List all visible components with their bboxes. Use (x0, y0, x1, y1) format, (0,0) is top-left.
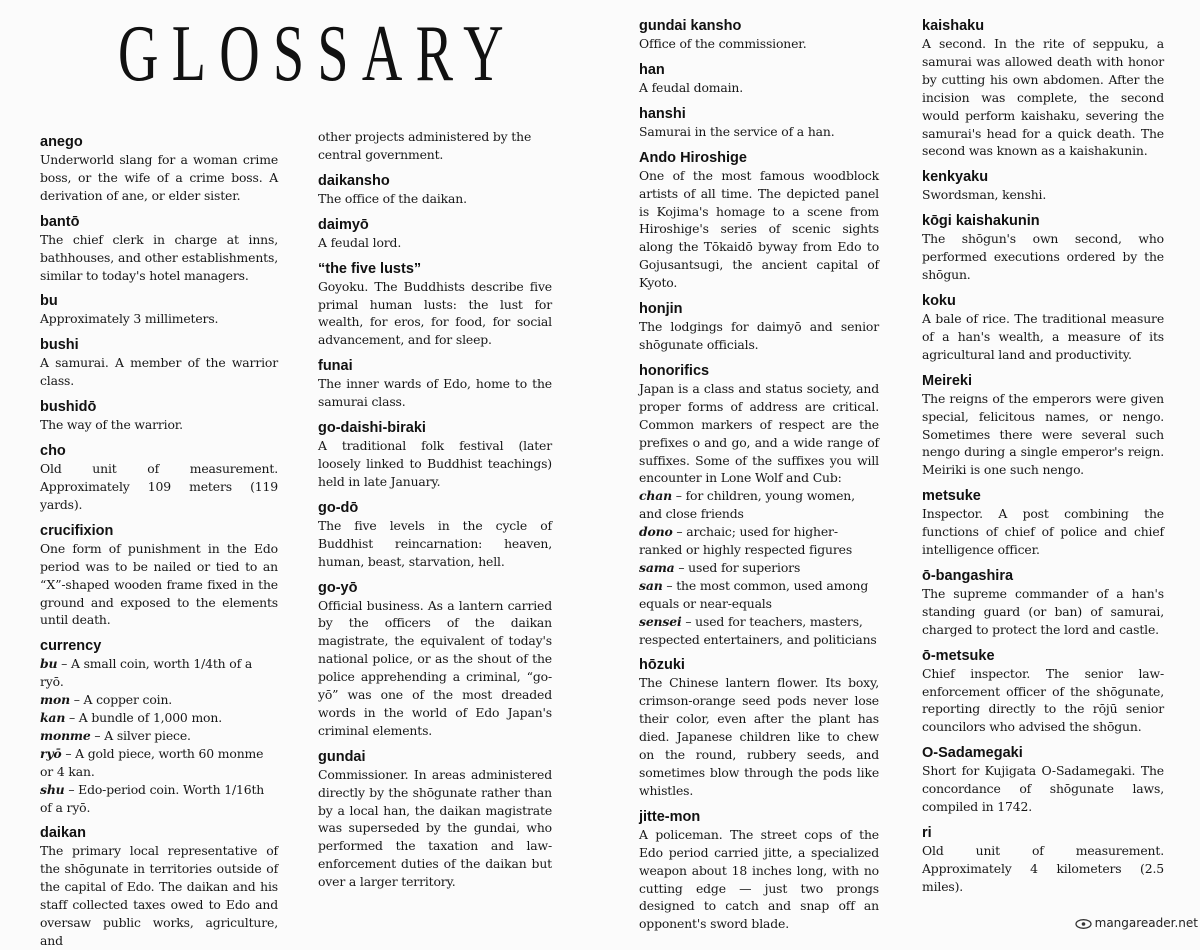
glossary-column-1 (40, 133, 278, 950)
glossary-term: currency (40, 638, 102, 655)
glossary-subentry (40, 691, 278, 709)
glossary-entry (40, 398, 278, 434)
glossary-entry (40, 824, 278, 949)
subentry-term: shu (40, 781, 65, 797)
glossary-term: bushi (40, 337, 79, 354)
glossary-entry (40, 637, 278, 816)
glossary-definition: A feudal lord. (318, 234, 402, 250)
watermark (1075, 916, 1198, 930)
glossary-entry (318, 579, 552, 740)
subentry-term: chan (639, 488, 672, 504)
glossary-definition: The office of the daikan. (318, 190, 467, 206)
glossary-column-4 (922, 17, 1164, 896)
glossary-term: ri (922, 825, 932, 841)
glossary-term: ō-metsuke (922, 647, 995, 664)
subentry-text: – archaic; used for higher-ranked or highly respected figures (639, 524, 853, 558)
glossary-entry (922, 824, 1164, 896)
glossary-definition: Samurai in the service of a han. (639, 123, 835, 139)
glossary-term: metsuke (922, 488, 981, 505)
page-title: GLOSSARY (118, 10, 517, 98)
glossary-definition: Office of the commissioner. (639, 36, 807, 51)
glossary-subentry (639, 487, 879, 523)
glossary-entry (318, 499, 552, 571)
glossary-entry (639, 300, 879, 354)
glossary-term: funai (318, 358, 353, 375)
glossary-entry (639, 149, 879, 292)
subentry-term: kan (40, 710, 66, 726)
glossary-term: “the five lusts” (318, 260, 422, 277)
glossary-term: gundai (318, 748, 366, 765)
glossary-term: anego (40, 134, 83, 150)
glossary-entry (40, 292, 278, 328)
subentry-term: sama (639, 559, 675, 575)
glossary-subentry (40, 727, 278, 745)
glossary-definition: One form of punishment in the Edo period was to be nailed or tied to an “X”-shaped wooden frame fixed in the ground and exposed to the elements until death. (40, 540, 278, 628)
glossary-term: koku (922, 292, 956, 309)
glossary-entry (922, 567, 1164, 639)
glossary-entry (318, 357, 552, 411)
subentry-text: – the most common, used among equals or near-equals (639, 577, 869, 611)
glossary-definition: A samurai. A member of the warrior class. (40, 355, 278, 389)
glossary-term: honjin (639, 301, 683, 318)
glossary-term: kōgi kaishakunin (922, 213, 1040, 230)
glossary-term: Meireki (922, 372, 972, 389)
glossary-definition: Old unit of measurement. Approximately 109 meters (119 yards). (40, 461, 278, 512)
scanlator-logo-icon (1075, 918, 1092, 929)
glossary-definition: Commissioner. In areas administered directly by the shōgunate rather than by a local han, the daikan magistrate was superseded by the gundai, who performed the taxation and law-enforcement duties of the daikan but over a larger territory. (318, 766, 552, 890)
glossary-entry (639, 17, 879, 53)
subentry-text: – Edo-period coin. Worth 1/16th of a ryō. (40, 781, 265, 815)
glossary-term: gundai kansho (639, 18, 742, 34)
glossary-definition: The reigns of the emperors were given special, felicitous names, or nengo. Sometimes there were several such nengo during a single emperor's reign. Meiriki is one such nengo. (922, 390, 1164, 478)
glossary-entry (318, 216, 552, 252)
subentry-term: mon (40, 692, 70, 708)
subentry-term: monme (40, 727, 91, 743)
glossary-term: cho (40, 443, 66, 460)
subentry-term: san (639, 577, 663, 593)
glossary-entry (639, 61, 879, 97)
glossary-definition: A policeman. The street cops of the Edo period carried jitte, a specialized weapon about 18 inches long, with no cutting edge — just two prongs designed to catch and snap off an opponent's sword blade. (639, 826, 879, 932)
glossary-term: daikan (40, 825, 86, 842)
glossary-term: Ando Hiroshige (639, 149, 747, 166)
glossary-entry (318, 260, 552, 350)
glossary-definition: Chief inspector. The senior law-enforcement officer of the shōgunate, reporting directly to the rōjū senior councilors who advised the shōgun. (922, 665, 1164, 735)
continued-definition: other projects administered by the central government. (318, 129, 532, 162)
glossary-definition: Old unit of measurement. Approximately 4 kilometers (2.5 miles). (922, 843, 1164, 894)
glossary-entry (922, 744, 1164, 816)
subentry-text: – used for superiors (674, 559, 801, 575)
glossary-term: ō-bangashira (922, 567, 1014, 584)
glossary-term: bantō (40, 213, 80, 230)
glossary-definition: Official business. As a lantern carried by the officers of the daikan magistrate, the equivalent of today's national police, or as the shout of the police apprehending a criminal, “go-yō” was one of the most dreaded words in the world of Edo Japan's criminal elements. (318, 597, 552, 738)
glossary-term: O-Sadamegaki (922, 745, 1023, 762)
glossary-term: daimyō (318, 216, 369, 233)
glossary-column-3 (639, 17, 879, 933)
subentry-term: ryō (40, 745, 62, 761)
glossary-term: hōzuki (639, 657, 685, 674)
glossary-subentry (639, 559, 879, 577)
glossary-column-2 (318, 128, 552, 891)
subentry-text: – A small coin, worth 1/4th of a ryō. (40, 656, 253, 690)
subentry-term: dono (639, 524, 673, 540)
glossary-entry (639, 105, 879, 141)
glossary-subentry (639, 613, 879, 649)
glossary-definition: The five levels in the cycle of Buddhist reincarnation: heaven, human, beast, starvation, hell. (318, 517, 552, 569)
glossary-entry (40, 213, 278, 285)
glossary-term: crucifixion (40, 522, 114, 539)
glossary-subentry (40, 655, 278, 691)
glossary-entry (639, 808, 879, 933)
subentry-text: – for children, young women, and close friends (639, 488, 855, 522)
glossary-definition: Goyoku. The Buddhists describe five primal human lusts: the lust for wealth, for eros, for food, for social advancement, and for sleep. (318, 278, 552, 348)
glossary-definition: The Chinese lantern flower. Its boxy, crimson-orange seed pods never lose their color, even after the plant has died. Japanese children like to chew on the round, rubbery seeds, and sometimes blow through the pods like whistles. (639, 675, 879, 798)
glossary-entry (922, 168, 1164, 204)
glossary-term: bushidō (40, 399, 97, 416)
glossary-entry (922, 647, 1164, 737)
glossary-entry (40, 522, 278, 630)
glossary-term: honorifics (639, 362, 710, 379)
glossary-entry (922, 212, 1164, 284)
glossary-definition: Swordsman, kenshi. (922, 187, 1047, 203)
glossary-definition: The lodgings for daimyō and senior shōgunate officials. (639, 319, 879, 352)
glossary-definition: The way of the warrior. (40, 417, 183, 433)
glossary-definition: A bale of rice. The traditional measure of a han's wealth, a measure of its agricultural land and productivity. (922, 310, 1164, 362)
glossary-term: daikansho (318, 172, 390, 189)
subentry-text: – A silver piece. (90, 727, 191, 743)
glossary-subentry (40, 745, 278, 781)
glossary-definition: The inner wards of Edo, home to the samurai class. (318, 376, 552, 410)
glossary-entry (922, 372, 1164, 480)
glossary-definition: Approximately 3 millimeters. (40, 311, 219, 327)
glossary-entry (922, 487, 1164, 559)
glossary-entry (318, 748, 552, 891)
glossary-definition: Underworld slang for a woman crime boss, or the wife of a crime boss. A derivation of ane, or elder sister. (40, 152, 278, 203)
glossary-subentry (40, 709, 278, 727)
subentry-term: sensei (639, 613, 682, 629)
glossary-term: hanshi (639, 105, 686, 122)
glossary-entry (639, 362, 879, 649)
subentry-text: – A bundle of 1,000 mon. (65, 710, 222, 726)
glossary-term: kenkyaku (922, 169, 989, 186)
glossary-term: bu (40, 293, 58, 310)
glossary-definition: A feudal domain. (639, 79, 744, 95)
subentry-text: – A gold piece, worth 60 monme or 4 kan. (40, 745, 264, 779)
glossary-entry (40, 336, 278, 390)
glossary-entry (318, 419, 552, 491)
glossary-term: go-daishi-biraki (318, 420, 426, 437)
glossary-term: jitte-mon (639, 808, 701, 825)
glossary-definition: A traditional folk festival (later loosely linked to Buddhist teachings) held in late January. (318, 438, 552, 489)
glossary-entry (922, 292, 1164, 364)
glossary-entry (40, 442, 278, 514)
glossary-subentry (639, 577, 879, 613)
glossary-subentry (639, 523, 879, 559)
watermark-text: mangareader.net (1094, 916, 1198, 930)
glossary-term: han (639, 61, 665, 78)
glossary-term: go-dō (318, 499, 359, 516)
glossary-definition: One of the most famous woodblock artists of all time. The depicted panel is Kojima's homage to a scene from Hiroshige's series of scenic sights along the Tōkaidō byway from Edo to Gojusantsugi, the ancient capital of Kyoto. (639, 167, 879, 291)
subentry-term: bu (40, 656, 58, 672)
glossary-definition: The chief clerk in charge at inns, bathhouses, and other establishments, similar to today's hotel managers. (40, 231, 278, 283)
glossary-entry (639, 656, 879, 799)
glossary-entry (318, 172, 552, 208)
glossary-definition: The supreme commander of a han's standing guard (or ban) of samurai, charged to protect the lord and castle. (922, 585, 1164, 637)
subentry-text: – used for teachers, masters, respected entertainers, and politicians (639, 613, 877, 647)
glossary-entry (922, 17, 1164, 160)
glossary-definition: The primary local representative of the shōgunate in territories outside of the capital of Edo. The daikan and his staff collected taxes owed to Edo and oversaw public works, agriculture, and (40, 843, 278, 948)
glossary-definition: Japan is a class and status society, and proper forms of address are critical. Common markers of respect are the prefixes o and go, and a wide range of suffixes. Some of the suffixes you will encounter in Lone Wolf and Cub: (639, 380, 879, 486)
glossary-entry (40, 133, 278, 205)
glossary-definition: The shōgun's own second, who performed executions ordered by the shōgun. (922, 231, 1164, 283)
glossary-definition: Short for Kujigata O-Sadamegaki. The concordance of shōgunate laws, compiled in 1742. (922, 763, 1164, 815)
glossary-term: go-yō (318, 579, 358, 596)
subentry-text: – A copper coin. (69, 692, 173, 708)
glossary-term: kaishaku (922, 18, 985, 34)
glossary-definition: Inspector. A post combining the functions of chief of police and chief intelligence officer. (922, 506, 1164, 558)
glossary-definition: A second. In the rite of seppuku, a samurai was allowed death with honor by cutting his own abdomen. After the incision was complete, the second would perform kaishaku, severing the samurai's head for a quick death. The second was known as a kaishakunin. (922, 36, 1164, 159)
glossary-subentry (40, 781, 278, 817)
